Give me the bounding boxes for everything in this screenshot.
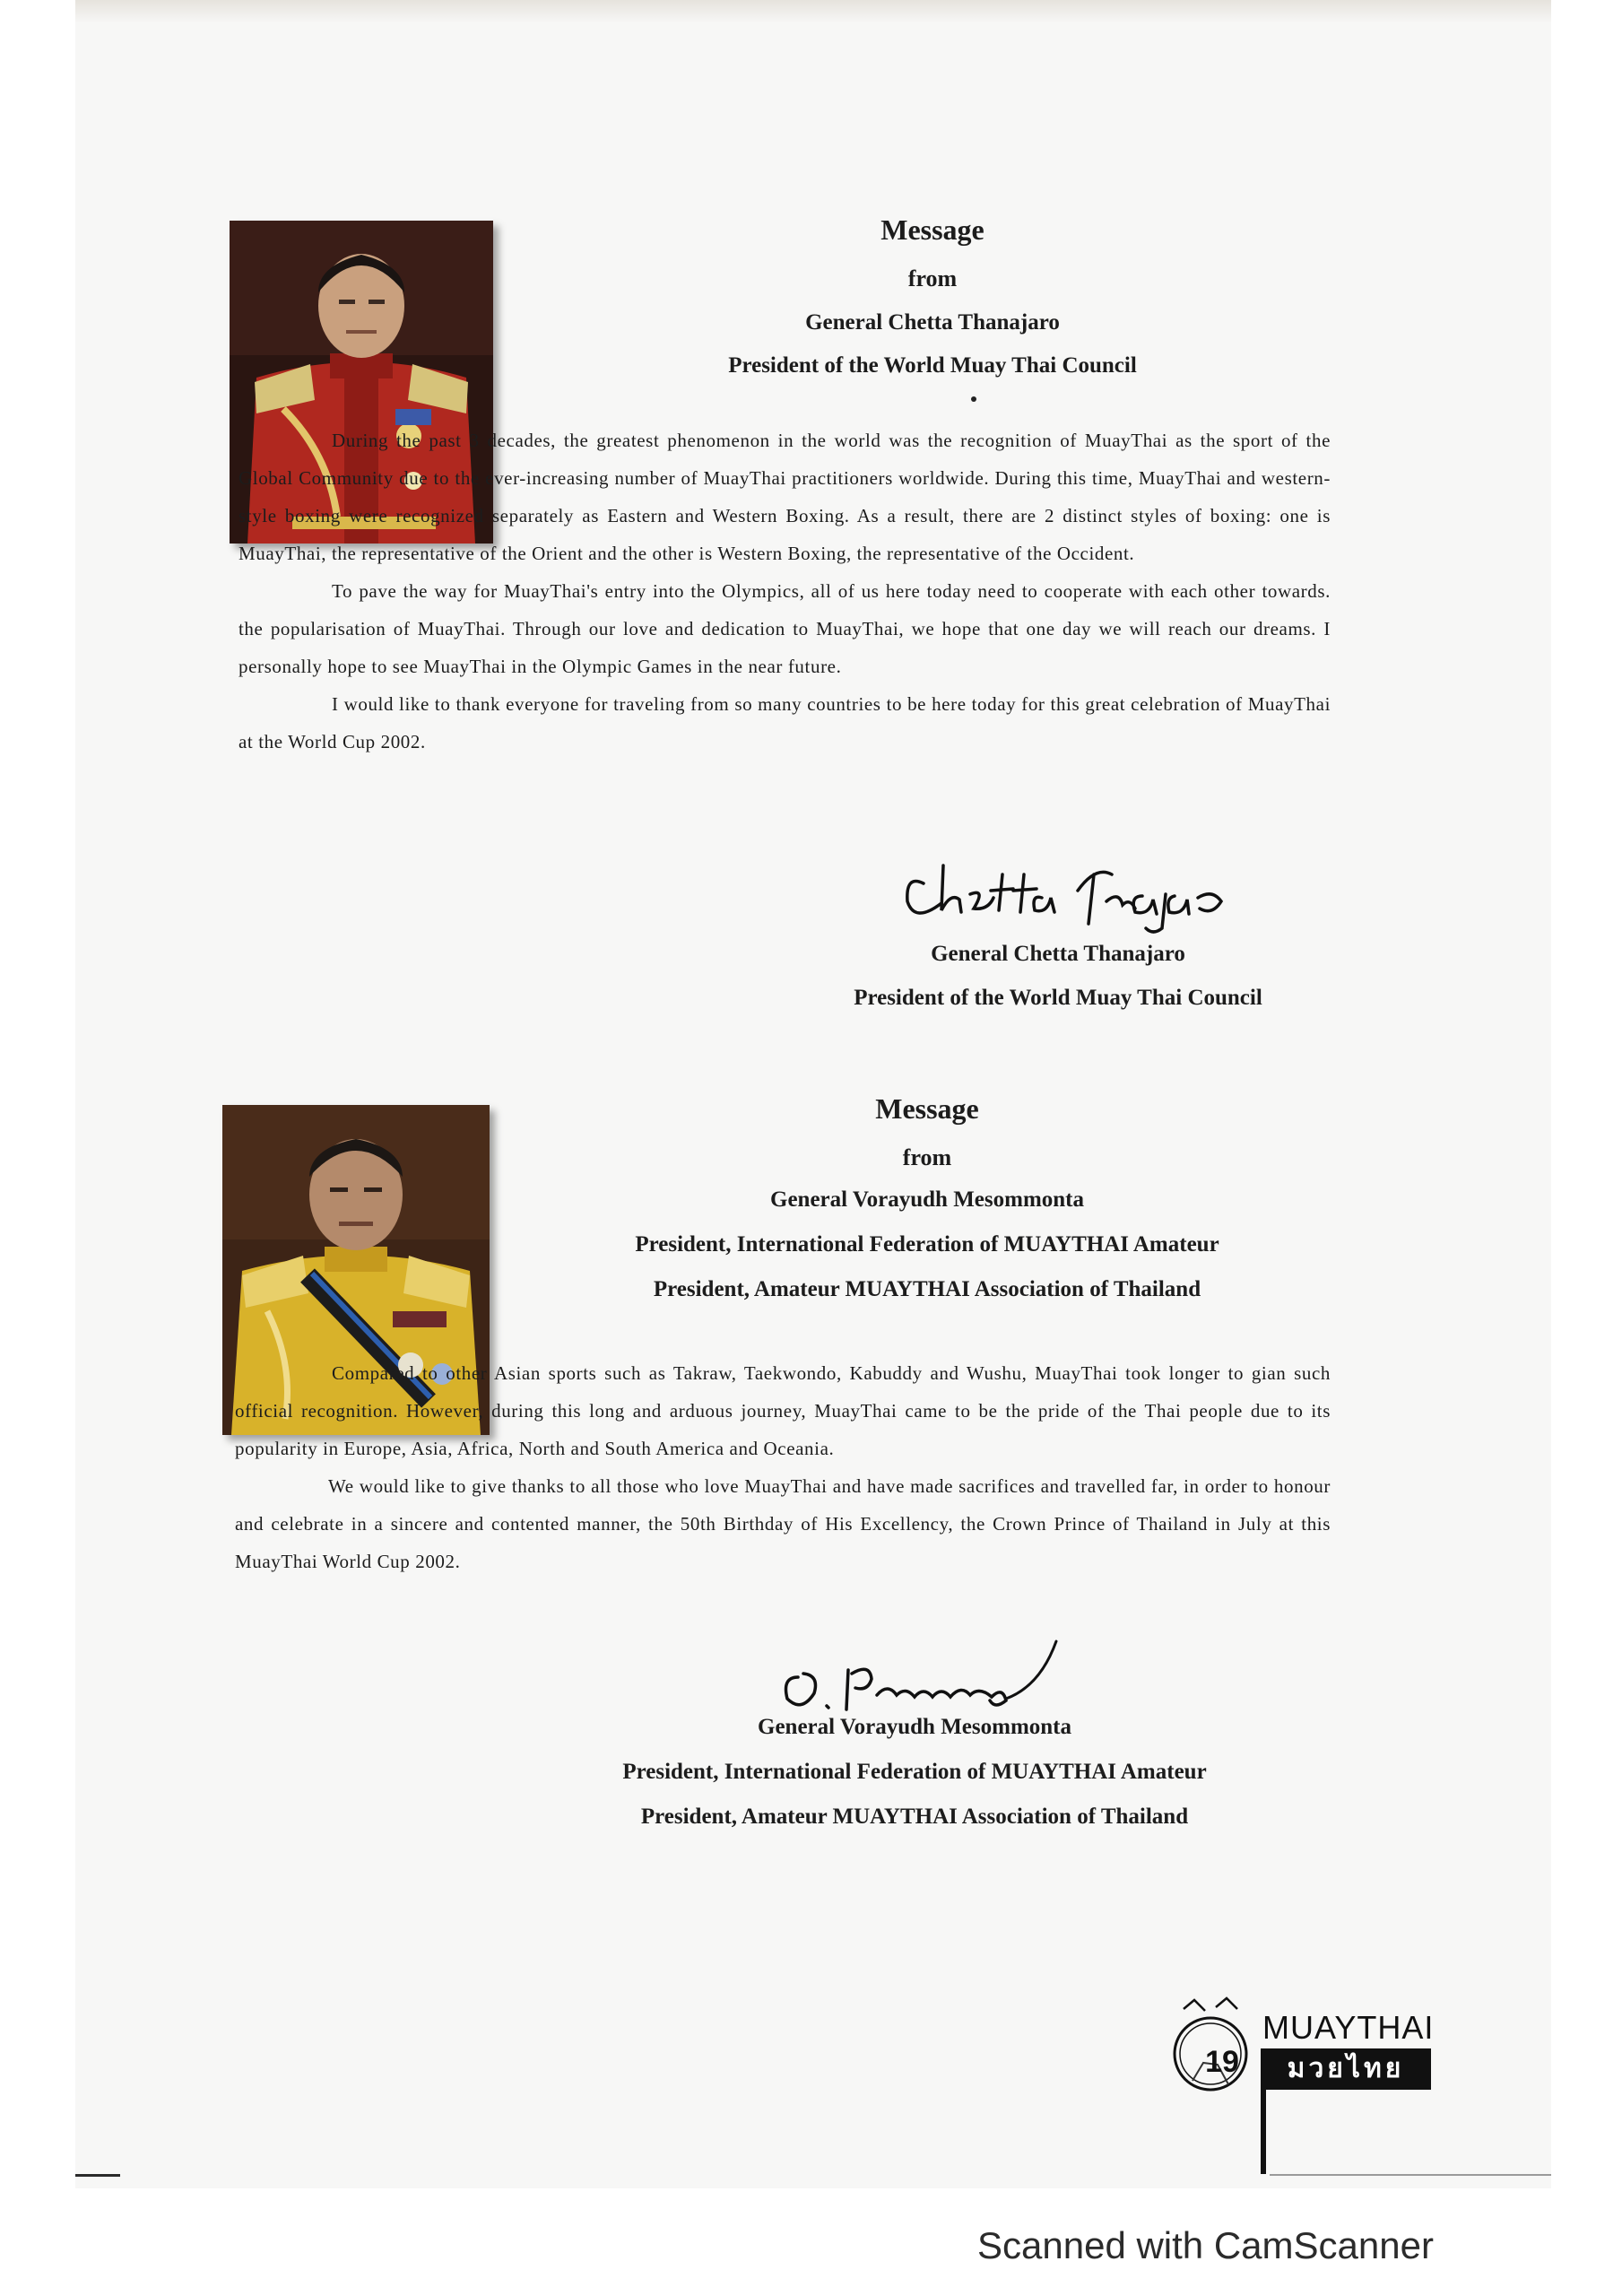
message2-body [235, 1354, 1331, 1580]
message2-sign-name: General Vorayudh Mesommonta [758, 1715, 1071, 1739]
message1-paragraph-1: During the past 3 decades, the greatest phenomenon in the world was the recognition of MuayThai as the sport of the Global Community due to the ever-increasing number of MuayThai practitioners worldwide. During this time, MuayThai and western-style boxing were recognized separately as Eastern and Western Boxing. As a result, there are 2 distinct styles of boxing: one is MuayThai, the representative of the Orient and the other is Western Boxing, the representative of the Occident. [239, 430, 1331, 564]
message2-heading: Message [875, 1092, 979, 1125]
message1-sign-name: General Chetta Thanajaro [931, 942, 1185, 966]
bottom-rule-right [1270, 2174, 1551, 2176]
message1-from: from [907, 265, 958, 291]
message2-sign-title-1: President, International Federation of MUAYTHAI Amateur [622, 1760, 1207, 1784]
message1-author-title: President of the World Muay Thai Council [728, 353, 1137, 378]
message2-sign-title-2: President, Amateur MUAYTHAI Association of Thailand [640, 1805, 1189, 1829]
muaythai-logo [1166, 1991, 1444, 2179]
page-top-shade [75, 0, 1551, 23]
bottom-rule-left [75, 2174, 120, 2177]
message1-sign-title: President of the World Muay Thai Council [854, 986, 1262, 1010]
message2-author-name: General Vorayudh Mesommonta [770, 1187, 1084, 1212]
page-number: 19 [1205, 2045, 1239, 2079]
message1-heading: Message [880, 213, 984, 246]
brand-thai: มวยไทย [1261, 2048, 1431, 2090]
signature-vorayudh-mesommonta [771, 1623, 1094, 1722]
message2-from: from [902, 1144, 952, 1170]
logo-stem-rule [1261, 2090, 1266, 2174]
decorative-dot [971, 396, 976, 402]
message2-author-title-1: President, International Federation of MUAYTHAI Amateur [635, 1232, 1219, 1257]
brand-english: MUAYTHAI [1262, 2009, 1435, 2046]
message2-paragraph-2: We would like to give thanks to all those who love MuayThai and have made sacrifices and travelled far, in order to honour and celebrate in a sincere and contented manner, the 50th Birthday of His Excellency, the Crown Prince of Thailand in July at this MuayThai World Cup 2002. [235, 1475, 1331, 1572]
message1-paragraph-3: I would like to thank everyone for traveling from so many countries to be here today for this great celebration of MuayThai at the World Cup 2002. [239, 693, 1331, 752]
signature-chetta-thanajaro [888, 839, 1264, 937]
message1-paragraph-2: To pave the way for MuayThai's entry into the Olympics, all of us here today need to cooperate with each other towards. the popularisation of MuayThai. Through our love and dedication to MuayThai, we hope that one day we will reach our dreams. I personally hope to see MuayThai in the Olympic Games in the near future. [239, 580, 1331, 677]
scanner-watermark: Scanned with CamScanner [977, 2224, 1434, 2266]
message2-author-title-2: President, Amateur MUAYTHAI Association of Thailand [653, 1277, 1201, 1301]
message2-paragraph-1: Compared to other Asian sports such as Takraw, Taekwondo, Kabuddy and Wushu, MuayThai took longer to gian such official recognition. However, during this long and arduous journey, MuayThai came to be the pride of the Thai people due to its popularity in Europe, Asia, Africa, North and South America and Oceania. [235, 1362, 1331, 1459]
message1-body [239, 422, 1331, 761]
message1-author-name: General Chetta Thanajaro [805, 310, 1060, 335]
